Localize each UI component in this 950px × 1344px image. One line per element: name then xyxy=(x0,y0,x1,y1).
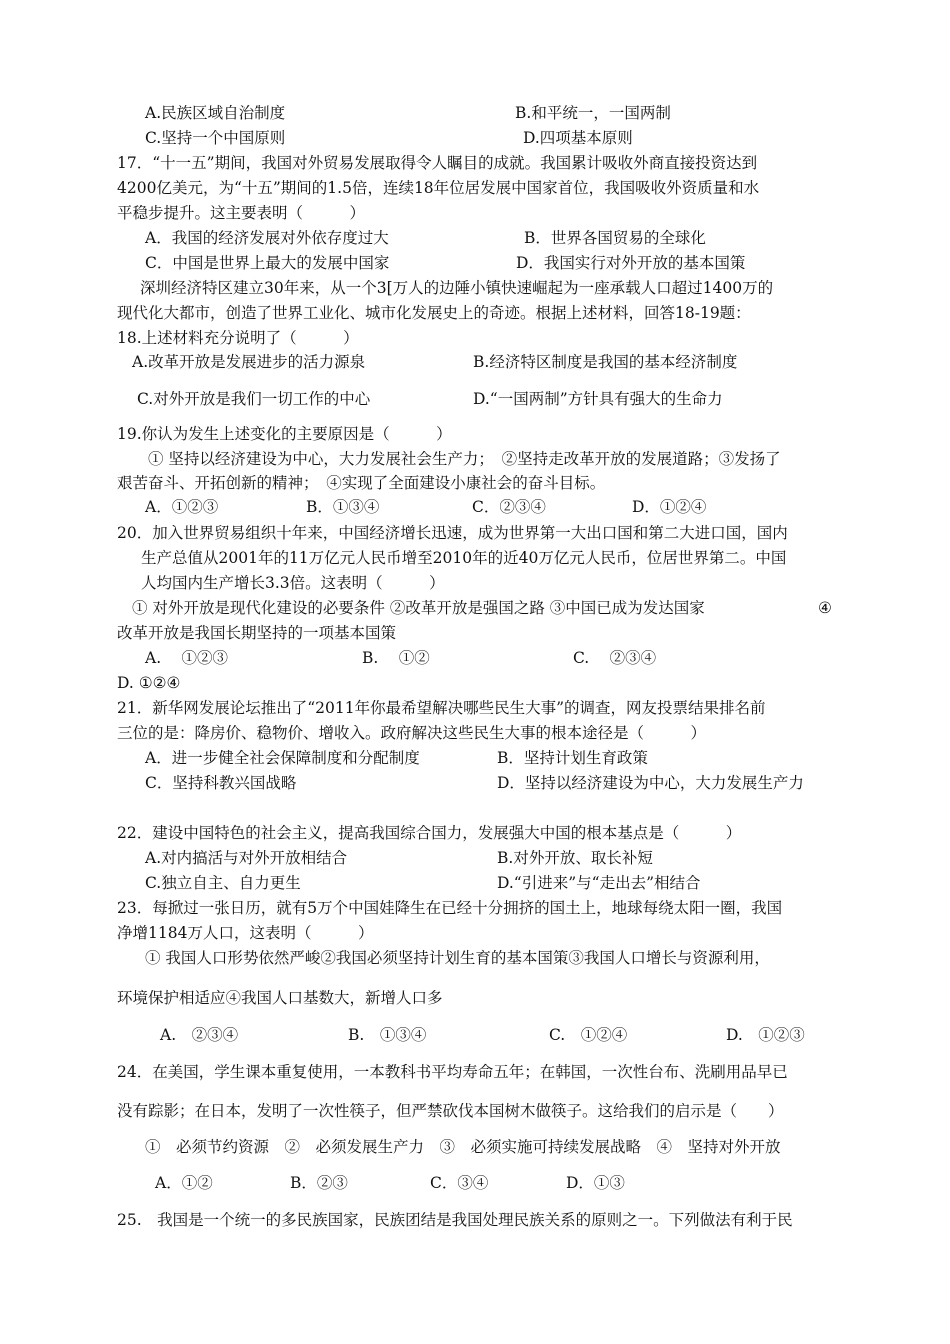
q17-stem-line3: 平稳步提升。这主要表明（ ） xyxy=(117,204,366,222)
q19-items-line2: 艰苦奋斗、开拓创新的精神； ④实现了全面建设小康社会的奋斗目标。 xyxy=(117,474,606,492)
q19-option-a: A．①②③ xyxy=(145,498,219,516)
q18-option-d: D.“一国两制”方针具有强大的生命力 xyxy=(473,390,723,408)
q18-stem: 18.上述材料充分说明了（ ） xyxy=(117,329,359,347)
q18-option-c: C.对外开放是我们一切工作的中心 xyxy=(137,390,371,408)
q22-option-b: B.对外开放、取长补短 xyxy=(497,849,653,867)
q23-stem-line1: 23．每掀过一张日历，就有5万个中国娃降生在已经十分拥挤的国土上，地球每绕太阳一圈，我国 xyxy=(117,899,783,917)
q24-option-d: D．①③ xyxy=(566,1174,625,1192)
q20-stem-line1: 20．加入世界贸易组织十年来，中国经济增长迅速，成为世界第一大出口国和第二大进口国，国内 xyxy=(117,524,788,542)
q23-option-d: D. ①②③ xyxy=(726,1026,805,1044)
q22-option-d: D.“引进来”与“走出去”相结合 xyxy=(497,874,701,892)
q24-option-c: C．③④ xyxy=(430,1174,489,1192)
q24-stem-line2: 没有踪影；在日本，发明了一次性筷子，但严禁砍伐本国树木做筷子。这给我们的启示是（ ） xyxy=(117,1102,784,1120)
material-line2: 现代化大都市，创造了世界工业化、城市化发展史上的奇迹。根据上述材料，回答18-19题： xyxy=(117,304,751,322)
q24-option-b: B．②③ xyxy=(290,1174,348,1192)
q21-stem-line1: 21．新华网发展论坛推出了“2011年你最希望解决哪些民生大事”的调查，网友投票结果排名前 xyxy=(117,699,766,717)
q22-stem: 22．建设中国特色的社会主义，提高我国综合国力，发展强大中国的根本基点是（ ） xyxy=(117,824,742,842)
q21-option-b: B．坚持计划生育政策 xyxy=(497,749,648,767)
q16-option-b: B.和平统一，一国两制 xyxy=(515,104,671,122)
q17-stem-line2: 4200亿美元，为“十五”期间的1.5倍，连续18年位居发展中国家首位，我国吸收外资质量和水 xyxy=(117,179,760,197)
q21-stem-line2: 三位的是：降房价、稳物价、增收入。政府解决这些民生大事的根本途径是（ ） xyxy=(117,724,707,742)
q23-items-line1: ① 我国人口形势依然严峻②我国必须坚持计划生育的基本国策③我国人口增长与资源利用， xyxy=(145,949,770,967)
q21-option-d: D．坚持以经济建设为中心，大力发展生产力 xyxy=(497,774,804,792)
q19-option-c: C．②③④ xyxy=(472,498,546,516)
q21-option-c: C．坚持科教兴国战略 xyxy=(145,774,297,792)
q20-item-4-marker: ④ xyxy=(818,599,832,617)
q23-option-a: A. ②③④ xyxy=(160,1026,239,1044)
q17-option-a: A．我国的经济发展对外依存度过大 xyxy=(145,229,389,247)
q21-option-a: A．进一步健全社会保障制度和分配制度 xyxy=(145,749,420,767)
q20-option-d: D. ①②④ xyxy=(117,674,181,692)
q23-stem-line2: 净增1184万人口，这表明（ ） xyxy=(117,924,374,942)
q20-option-c: C. ②③④ xyxy=(573,649,657,667)
q24-stem-line1: 24．在美国，学生课本重复使用，一本教科书平均寿命五年；在韩国，一次性台布、洗刷用品早已 xyxy=(117,1063,788,1081)
q20-stem-line3: 人均国内生产增长3.3倍。这表明（ ） xyxy=(141,574,445,592)
q19-option-d: D．①②④ xyxy=(632,498,707,516)
q23-option-b: B. ①③④ xyxy=(348,1026,427,1044)
q23-items-line2: 环境保护相适应④我国人口基数大，新增人口多 xyxy=(117,989,443,1007)
q16-option-c: C.坚持一个中国原则 xyxy=(145,129,286,147)
q20-items-line1: ① 对外开放是现代化建设的必要条件 ②改革开放是强国之路 ③中国已成为发达国家 xyxy=(132,599,705,617)
q20-stem-line2: 生产总值从2001年的11万亿元人民币增至2010年的近40万亿元人民币，位居世界第二。中国 xyxy=(141,549,787,567)
q19-stem: 19.你认为发生上述变化的主要原因是（ ） xyxy=(117,425,452,443)
q24-option-a: A．①② xyxy=(155,1174,213,1192)
q24-items: ① 必须节约资源 ② 必须发展生产力 ③ 必须实施可持续发展战略 ④ 坚持对外开放 xyxy=(145,1138,781,1156)
q19-items-line1: ① 坚持以经济建设为中心，大力发展社会生产力； ②坚持走改革开放的发展道路；③发扬了 xyxy=(148,450,781,468)
q17-stem-line1: 17．“十一五”期间，我国对外贸易发展取得令人瞩目的成就。我国累计吸收外商直接投资达到 xyxy=(117,154,758,172)
q17-option-b: B．世界各国贸易的全球化 xyxy=(524,229,706,247)
q18-option-b: B.经济特区制度是我国的基本经济制度 xyxy=(473,353,738,371)
q22-option-c: C.独立自主、自力更生 xyxy=(145,874,301,892)
q20-option-b: B. ①② xyxy=(362,649,430,667)
q20-option-a: A. ①②③ xyxy=(145,649,229,667)
q17-option-d: D．我国实行对外开放的基本国策 xyxy=(516,254,746,272)
q25-stem-line1: 25. 我国是一个统一的多民族国家，民族团结是我国处理民族关系的原则之一。下列做法有利于民 xyxy=(117,1211,793,1229)
q20-items-line2: 改革开放是我国长期坚持的一项基本国策 xyxy=(117,624,397,642)
q22-option-a: A.对内搞活与对外开放相结合 xyxy=(145,849,348,867)
q17-option-c: C．中国是世界上最大的发展中国家 xyxy=(145,254,390,272)
q16-option-a: A.民族区域自治制度 xyxy=(145,104,286,122)
q16-option-d: D.四项基本原则 xyxy=(523,129,633,147)
q19-option-b: B．①③④ xyxy=(306,498,380,516)
q18-option-a: A.改革开放是发展进步的活力源泉 xyxy=(132,353,366,371)
material-line1: 深圳经济特区建立30年来，从一个3[万人的边陲小镇快速崛起为一座承载人口超过1400万的 xyxy=(140,279,774,297)
q23-option-c: C. ①②④ xyxy=(549,1026,628,1044)
